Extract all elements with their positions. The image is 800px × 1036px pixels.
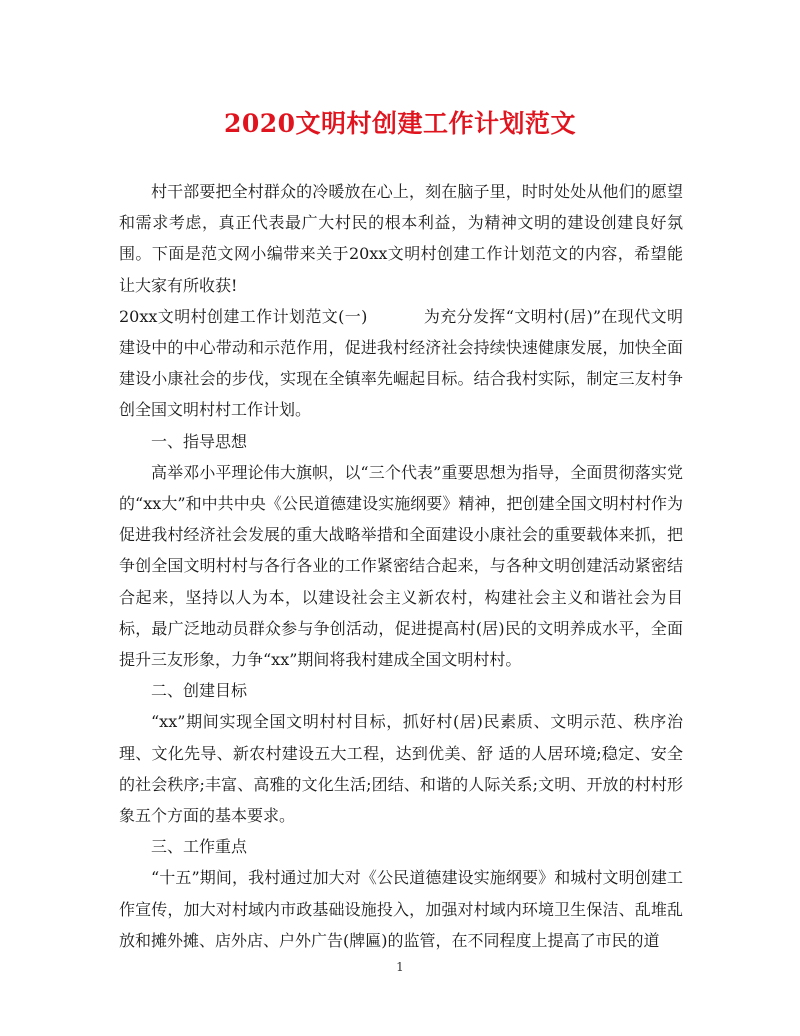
section-heading-guiding-ideology: 一、指导思想: [151, 431, 248, 451]
plan-subtitle: 20xx文明村创建工作计划范文(一): [119, 306, 368, 326]
section-heading-key-work: 三、工作重点: [151, 837, 248, 857]
plan-intro-text: 为充分发挥“文明村(居)”在现代文明建设中的中心带动和示范作用，促进我村经济社会持续快速健康发展，加快全面建设小康社会的步伐，实现在全镇率先崛起目标。结合我村实际，制定三友村争创全国文明村村工作计划。: [119, 306, 683, 420]
plan-paragraph: [119, 301, 683, 426]
section-content-goals: “xx”期间实现全国文明村村目标，抓好村(居)民素质、文明示范、秩序治理、文化先导、新农村建设五大工程，达到优美、舒 适的人居环境;稳定、安全的社会秩序;丰富、高雅的文化生活;团结、和谐的人际关系;文明、开放的村村形象五个方面的基本要求。: [119, 712, 683, 826]
section-content-guiding-ideology: 高举邓小平理论伟大旗帜，以“三个代表”重要思想为指导，全面贯彻落实党的“xx大”和中共中央《公民道德建设实施纲要》精神，把创建全国文明村村作为促进我村经济社会发展的重大战略举措和全面建设小康社会的重要载体来抓，把争创全国文明村村与各行各业的工作紧密结合起来，与各种文明创建活动紧密结合起来，坚持以人为本，以建设社会主义新农村，构建社会主义和谐社会为目标，最广泛地动员群众参与争创活动，促进提高村(居)民的文明养成水平，全面提升三友形象，力争“xx”期间将我村建成全国文明村村。: [119, 462, 683, 670]
section-heading-goals: 二、创建目标: [151, 681, 248, 701]
section-content-key-work: “十五”期间，我村通过加大对《公民道德建设实施纲要》和城村文明创建工作宣传，加大对村域内市政基础设施投入，加强对村域内环境卫生保洁、乱堆乱放和摊外摊、店外店、户外广告(牌匾)的监管，在不同程度上提高了市民的道: [119, 868, 683, 950]
page-number: 1: [396, 960, 404, 974]
document-title: 2020文明村创建工作计划范文: [223, 109, 577, 138]
intro-paragraph: 村干部要把全村群众的冷暖放在心上，刻在脑子里，时时处处从他们的愿望和需求考虑，真正代表最广大村民的根本利益，为精神文明的建设创建良好氛围。下面是范文网小编带来关于20xx文明村创建工作计划范文的内容，希望能让大家有所收获!: [119, 182, 683, 295]
document-body: [119, 176, 683, 956]
